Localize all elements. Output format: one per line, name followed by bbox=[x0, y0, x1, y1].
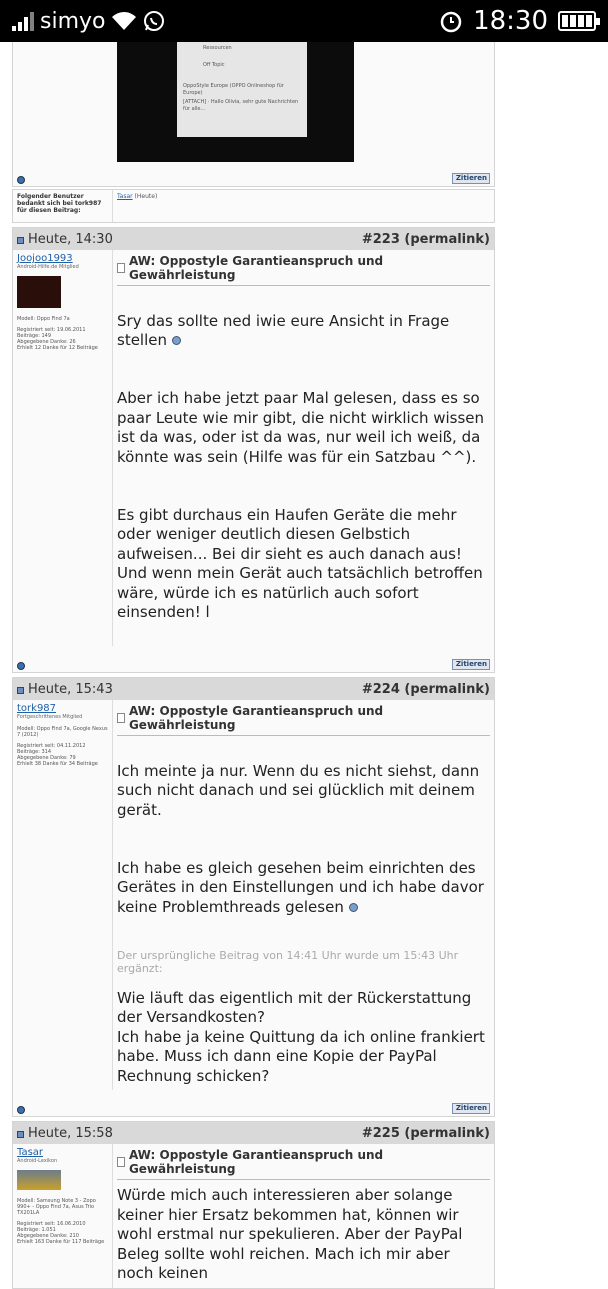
user-meta: Modell: Oppo Find 7a Registriert seit: 19.06.2011 Beiträge: 149 Abgegebene Danke: 26 Erhielt 12 Danke für 12 Beiträge bbox=[17, 316, 98, 351]
post-title: AW: Oppostyle Garantieanspruch und Gewährleistung bbox=[117, 704, 490, 736]
document-icon bbox=[117, 713, 125, 723]
post-title: AW: Oppostyle Garantieanspruch und Gewährleistung bbox=[117, 1148, 490, 1180]
avatar[interactable] bbox=[17, 276, 61, 308]
post-header bbox=[13, 678, 494, 700]
whatsapp-icon bbox=[143, 10, 165, 32]
photo-text-line: Off Topic bbox=[203, 62, 225, 68]
quote-button[interactable]: Zitieren bbox=[452, 659, 490, 670]
post-title: AW: Oppostyle Garantieanspruch und Gewährleistung bbox=[117, 254, 490, 286]
smiley-icon bbox=[349, 903, 358, 912]
post-time: Heute, 15:43 bbox=[28, 681, 113, 697]
post-number-value[interactable]: 225 bbox=[372, 1125, 400, 1141]
forum-thread bbox=[12, 42, 495, 1289]
document-icon bbox=[117, 263, 125, 273]
user-info bbox=[13, 250, 113, 646]
report-icon[interactable] bbox=[17, 176, 25, 184]
post-text-appended: Wie läuft das eigentlich mit der Rückerstattung der Versandkosten? Ich habe ja keine Quittung da ich online frankiert habe. Muss ich dann eine Kopie der PayPal Rechnung schicken? bbox=[117, 988, 485, 1085]
post-text: Würde mich auch interessieren aber solange keiner hier Ersatz bekommen hat, können wir wohl erstmal nur spekulieren. Aber der PayPal Beleg sollte wohl reichen. Mach ich mir aber noch keinen bbox=[117, 1186, 463, 1282]
post-number-value[interactable]: 223 bbox=[372, 231, 400, 247]
post-previous bbox=[12, 42, 495, 187]
post-time: Heute, 15:58 bbox=[28, 1125, 113, 1141]
avatar[interactable] bbox=[17, 1170, 61, 1190]
photo-text-line: Ressourcen bbox=[203, 45, 232, 51]
post-header bbox=[13, 1122, 494, 1144]
post bbox=[12, 227, 495, 673]
post bbox=[12, 1121, 495, 1289]
post-number-value[interactable]: 224 bbox=[372, 681, 400, 697]
quote-button[interactable]: Zitieren bbox=[452, 1103, 490, 1114]
message bbox=[113, 1144, 494, 1288]
wifi-icon bbox=[111, 11, 137, 31]
quote-button[interactable]: Zitieren bbox=[452, 173, 490, 184]
permalink[interactable]: permalink bbox=[410, 681, 485, 697]
post-text: Ich meinte ja nur. Wenn du es nicht siehst, dann such nicht danach und sei glücklich mit deinem gerät. Ich habe es gleich gesehen beim einrichten des Gerätes in den Einstellungen und ich habe davor keine Problemthreads gelesen bbox=[117, 761, 484, 916]
photo-text-line: [ATTACH] · Hallo Olivia, sehr gute Nachrichten für alle... bbox=[183, 99, 299, 112]
photo-screen bbox=[177, 42, 307, 137]
username-link[interactable]: Tasar bbox=[17, 1147, 44, 1158]
thanks-label: Folgender Benutzer bedankt sich bei tork987 für diesen Beitrag: bbox=[13, 190, 113, 222]
post-text: Sry das sollte ned iwie eure Ansicht in Frage stellen Aber ich habe jetzt paar Mal gelesen, dass es so paar Leute wie mir gibt, die nicht wirklich wissen ist da was, oder ist da was, nur weil ich weiß, da könnte was sein (Hilfe was für ein Satzbau ^^). Es gibt durchaus ein Haufen Geräte die mehr oder weniger deutlich diesen Gelbstich aufweisen... Bei dir sieht es auch danach aus! Und wenn mein Gerät auch tatsächlich betroffen wäre, würde ich es natürlich auch sofort einsenden! l bbox=[117, 311, 485, 621]
post-header bbox=[13, 228, 494, 250]
thanks-when: (Heute) bbox=[134, 193, 158, 200]
post-number: #223 (permalink) bbox=[361, 231, 490, 247]
user-meta: Modell: Oppo Find 7a, Google Nexus 7 (2012) Registriert seit: 04.11.2012 Beiträge: 314 Abgegebene Danke: 79 Erhielt 38 Danke für 34 Beiträge bbox=[17, 726, 108, 767]
post-number: #224 (permalink) bbox=[361, 681, 490, 697]
user-title: Fortgeschrittenes Mitglied bbox=[17, 714, 83, 720]
post-time: Heute, 14:30 bbox=[28, 231, 113, 247]
message bbox=[113, 250, 494, 646]
username-link[interactable]: tork987 bbox=[17, 703, 57, 714]
status-bar bbox=[0, 0, 608, 42]
report-icon[interactable] bbox=[17, 662, 25, 670]
user-info bbox=[13, 1144, 113, 1288]
user-title: Android-Lexikon bbox=[17, 1158, 58, 1164]
thanks-box bbox=[12, 189, 495, 223]
user-meta: Modell: Samsung Note 3 - Zopo 990+ - Oppo Find 7a, Asus Trio TX201LA Registriert seit: 16.06.2010 Beiträge: 1.051 Abgegebene Danke: 210 Erhielt 163 Danke für 117 Beiträge bbox=[17, 1198, 105, 1245]
user-title: Android-Hilfe.de Mitglied bbox=[17, 264, 79, 270]
post-status-icon bbox=[17, 687, 24, 694]
signal-icon bbox=[12, 11, 34, 31]
message bbox=[113, 700, 494, 1090]
permalink[interactable]: permalink bbox=[410, 1125, 485, 1141]
photo-text-line: OppoStyle Europe (OPPO Onlineshop für Europe) bbox=[183, 83, 284, 96]
post-status-icon bbox=[17, 237, 24, 244]
post bbox=[12, 677, 495, 1117]
report-icon[interactable] bbox=[17, 1106, 25, 1114]
battery-icon bbox=[558, 11, 596, 31]
edit-note: Der ursprüngliche Beitrag von 14:41 Uhr wurde um 15:43 Uhr ergänzt: bbox=[117, 948, 459, 975]
smiley-icon bbox=[172, 336, 181, 345]
carrier-name: simyo bbox=[40, 8, 106, 34]
clock: 18:30 bbox=[473, 6, 548, 36]
post-status-icon bbox=[17, 1131, 24, 1138]
user-info bbox=[13, 700, 113, 1090]
username-link[interactable]: Joojoo1993 bbox=[17, 253, 73, 264]
post-number: #225 (permalink) bbox=[361, 1125, 490, 1141]
permalink[interactable]: permalink bbox=[410, 231, 485, 247]
document-icon bbox=[117, 1157, 125, 1167]
attached-photo[interactable] bbox=[117, 42, 354, 162]
thanks-user-link[interactable]: Tasar bbox=[117, 193, 133, 200]
alarm-icon bbox=[439, 9, 463, 33]
